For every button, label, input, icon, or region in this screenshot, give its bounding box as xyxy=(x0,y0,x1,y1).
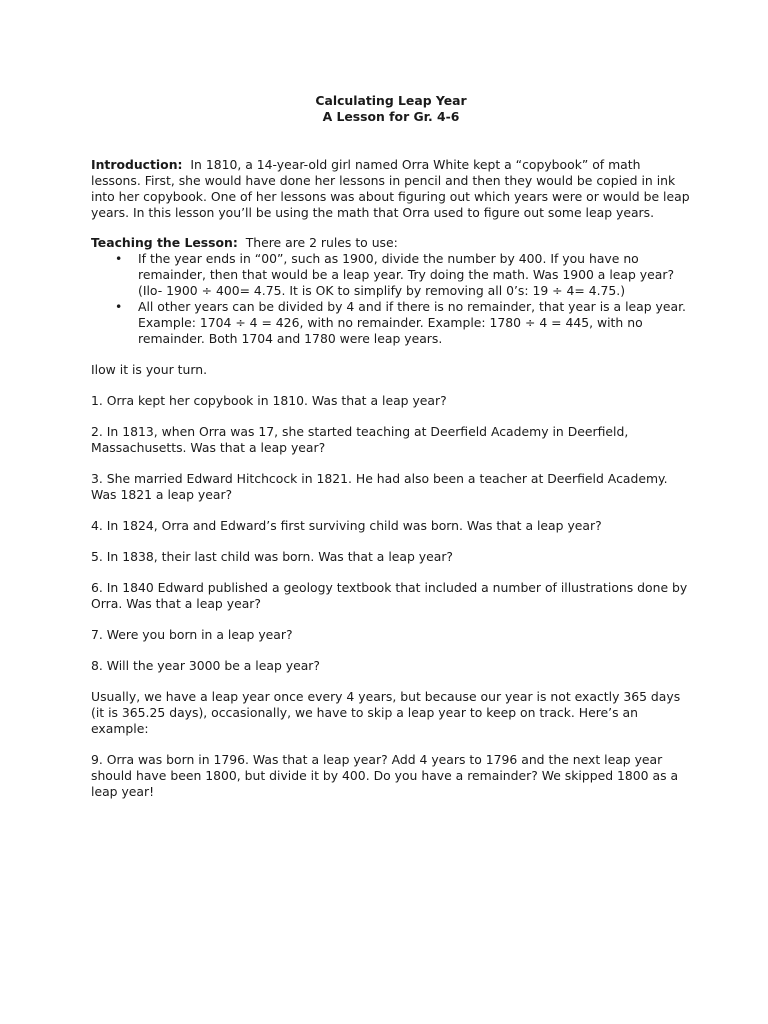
rules-list xyxy=(91,251,691,347)
bullet-icon: • xyxy=(115,251,123,266)
document-title: Calculating Leap Year xyxy=(315,93,467,108)
teaching-paragraph xyxy=(91,235,691,251)
rule-item xyxy=(115,299,691,347)
introduction-label: Introduction: xyxy=(91,157,183,172)
document-page xyxy=(91,93,691,800)
rule-text: All other years can be divided by 4 and if there is no remainder, that year is a leap year. Example: 1704 ÷ 4 = 426, with no remainder. Example: 1780 ÷ 4 = 445, with no remainder. Both 1704 and 1780 were leap years. xyxy=(138,299,686,346)
question-7: 7. Were you born in a leap year? xyxy=(91,627,293,642)
question-6: 6. In 1840 Edward published a geology textbook that included a number of illustrations done by Orra. Was that a leap year? xyxy=(91,580,688,611)
introduction-text: In 1810, a 14-year-old girl named Orra White kept a “copybook” of math lessons. First, she would have done her lessons in pencil and then they would be copied in ink into her copybook. One of her lessons was about figuring out which years were or would be leap years. In this lesson you’ll be using the math that Orra used to figure out some leap years. xyxy=(91,157,690,220)
teaching-label: Teaching the Lesson: xyxy=(91,235,238,250)
now-your-turn: Ilow it is your turn. xyxy=(91,362,208,377)
usually-paragraph: Usually, we have a leap year once every 4 years, but because our year is not exactly 365 days (it is 365.25 days), occasionally, we have to skip a leap year to keep on track. Here’s an example: xyxy=(91,689,681,736)
introduction-paragraph xyxy=(91,157,691,221)
document-subtitle: A Lesson for Gr. 4-6 xyxy=(322,109,460,124)
rule-item xyxy=(115,251,691,299)
rule-text: If the year ends in “00”, such as 1900, divide the number by 400. If you have no remainder, then that would be a leap year. Try doing the math. Was 1900 a leap year? (Ilo- 1900 ÷ 400= 4.75. It is OK to simplify by removing all 0’s: 19 ÷ 4= 4.75.) xyxy=(138,251,675,298)
teaching-text: There are 2 rules to use: xyxy=(245,235,398,250)
question-5: 5. In 1838, their last child was born. Was that a leap year? xyxy=(91,549,454,564)
question-2: 2. In 1813, when Orra was 17, she started teaching at Deerfield Academy in Deerfield, Massachusetts. Was that a leap year? xyxy=(91,424,629,455)
bullet-icon: • xyxy=(115,299,123,314)
question-1: 1. Orra kept her copybook in 1810. Was that a leap year? xyxy=(91,393,447,408)
question-3: 3. She married Edward Hitchcock in 1821. He had also been a teacher at Deerfield Academy. Was 1821 a leap year? xyxy=(91,471,668,502)
question-9: 9. Orra was born in 1796. Was that a leap year? Add 4 years to 1796 and the next leap year should have been 1800, but divide it by 400. Do you have a remainder? We skipped 1800 as a leap year! xyxy=(91,752,679,799)
question-8: 8. Will the year 3000 be a leap year? xyxy=(91,658,320,673)
question-4: 4. In 1824, Orra and Edward’s first surviving child was born. Was that a leap year? xyxy=(91,518,602,533)
